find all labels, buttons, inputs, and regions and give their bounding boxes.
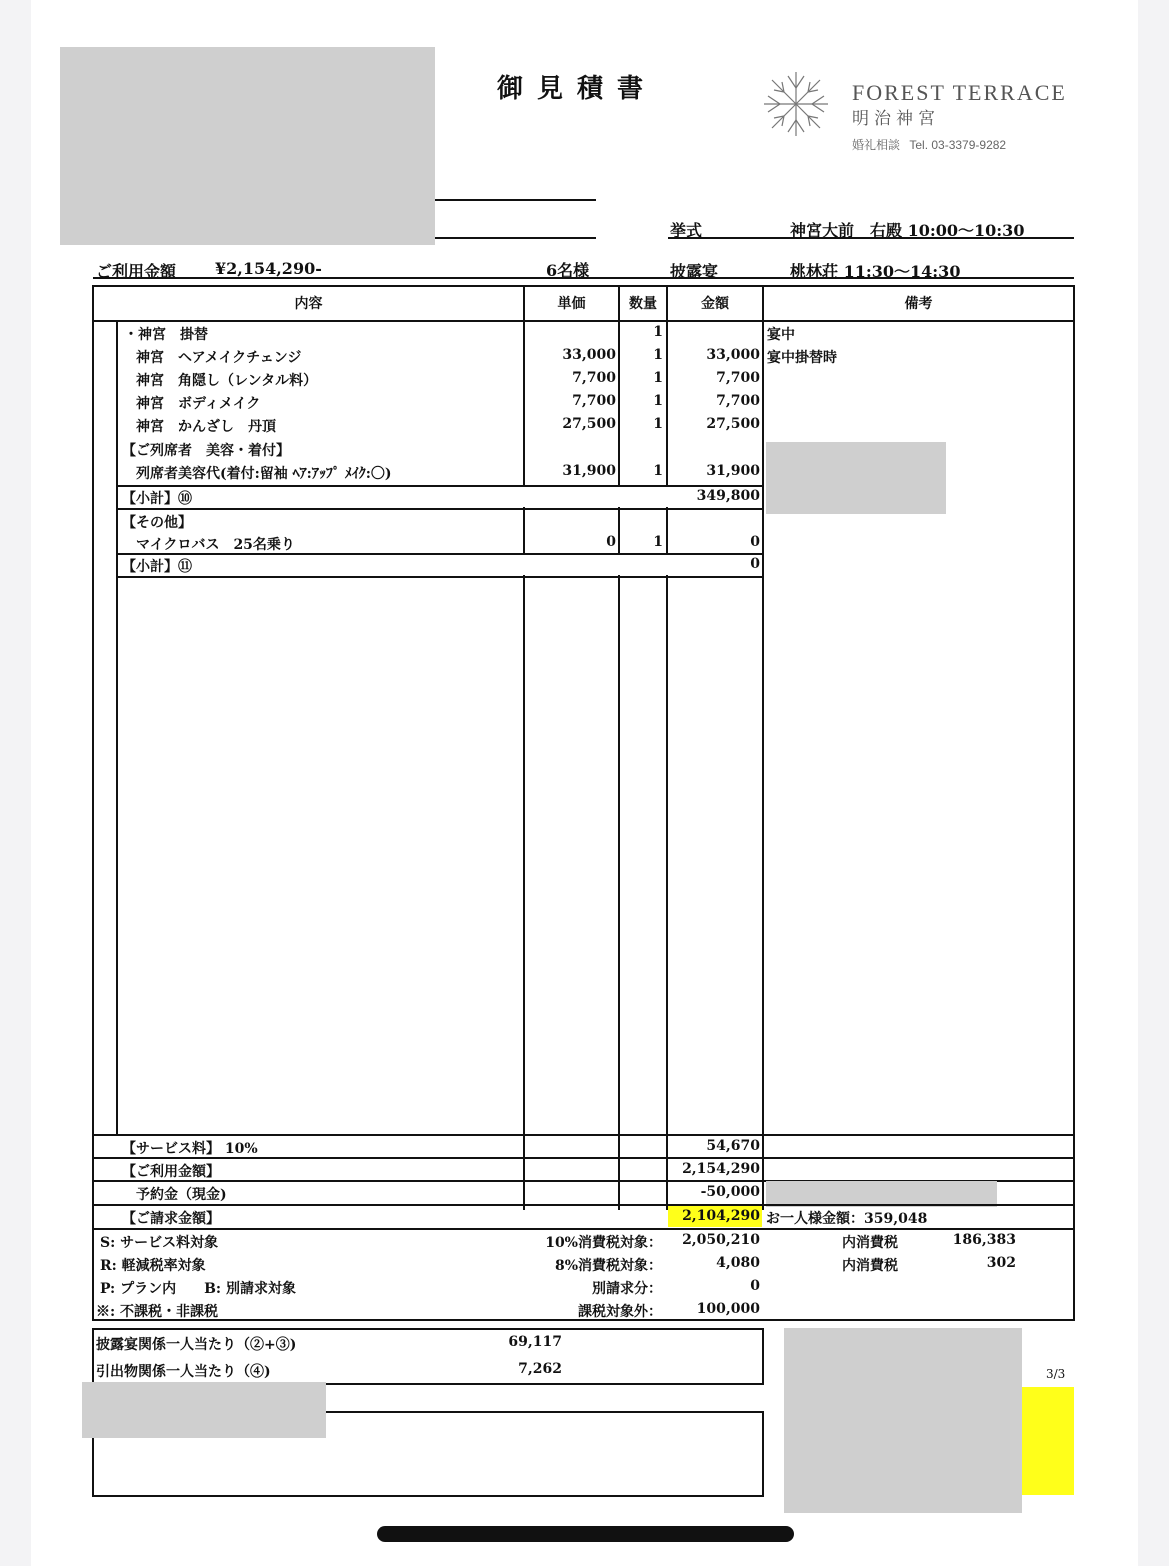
subtotal10-amount: 349,800 [696,488,760,504]
redacted-block [60,47,435,245]
field-line [435,237,596,239]
tax-legend: S: サービス料対象 [100,1235,219,1251]
item-amount: 27,500 [706,416,760,432]
item-unit-price: 33,000 [562,347,616,363]
item-content: ・神宮 掛替 [124,327,208,343]
item-unit-price: 7,700 [572,370,616,386]
tax-legend: ※: 不課税・非課税 [96,1304,219,1320]
subtotal-band [118,487,762,507]
item-unit-price: 7,700 [572,393,616,409]
inner-tax-label: 内消費税 [842,1235,898,1251]
header-unit-price: 単価 [557,296,586,312]
tax-value: 100,000 [696,1301,760,1317]
inner-tax-value: 186,383 [952,1232,1016,1248]
item-content: 神宮 かんざし 丹頂 [136,419,276,435]
document-title: 御見積書 [497,74,658,104]
header-remarks: 備考 [904,296,933,312]
gift-per-person-value: 7,262 [518,1361,562,1377]
tax-legend: P: プラン内 B: 別請求対象 [100,1281,296,1297]
item-qty: 1 [653,393,663,409]
tax-value: 0 [750,1278,760,1294]
tax-label: 8%消費税対象： [554,1258,662,1274]
item-content: 神宮 ヘアメイクチェンジ [136,350,302,366]
row-line [92,1228,1075,1230]
row-line [116,576,763,578]
item-content: 神宮 角隠し（レンタル料） [136,373,318,389]
brand-tel-label: 婚礼相談 [852,138,901,152]
billing-amount: 2,104,290 [682,1208,760,1224]
header-divider [92,320,1075,322]
row-line [92,1157,1075,1159]
tax-label: 課税対象外： [578,1304,662,1320]
inner-tax-label: 内消費税 [842,1258,898,1274]
item-qty: 1 [653,324,663,340]
brand-tel-number: Tel. 03-3379-9282 [909,138,1007,152]
subtotal-band [118,555,762,575]
tax-value: 2,050,210 [682,1232,760,1248]
row-line [116,508,763,510]
reception-per-person-label: 披露宴関係一人当たり（②+③) [96,1337,297,1353]
item-amount: 31,900 [706,463,760,479]
item-amount: 7,700 [716,370,760,386]
service-label: 【サービス料】 10% [122,1141,258,1157]
header-content: 内容 [294,296,323,312]
other-heading: 【その他】 [122,515,192,531]
redacted-block [766,442,946,514]
ceremony-value: 神宮大前 右殿 10:00〜10:30 [790,221,1025,240]
deposit-amount: -50,000 [700,1184,760,1200]
item-amount: 7,700 [716,393,760,409]
brand-tel [852,136,1006,153]
field-line [435,199,596,201]
highlight-block [1022,1387,1074,1495]
usage-total-label: 【ご利用金額】 [122,1164,220,1180]
item-qty: 1 [653,370,663,386]
usage-amount-label: ご利用金額 [96,262,177,281]
bus-unit-price: 0 [606,534,616,550]
bus-content: マイクロバス 25名乗り [136,537,295,553]
billing-label: 【ご請求金額】 [122,1211,220,1227]
bus-qty: 1 [653,534,663,550]
item-qty: 1 [653,463,663,479]
page-number: 3/3 [1046,1367,1066,1381]
deposit-label: 予約金（現金) [136,1187,227,1203]
tree-logo-icon [760,68,832,140]
redacted-block [82,1382,326,1438]
inner-tax-value: 302 [986,1255,1016,1271]
subtotal11-label: 【小計】⑪ [122,559,192,575]
row-line [92,1134,1075,1136]
indent-line [116,320,118,1135]
redacted-block [784,1328,1022,1513]
item-unit-price: 27,500 [562,416,616,432]
section-heading: 【ご列席者 美容・着付】 [122,443,290,459]
item-qty: 1 [653,347,663,363]
reception-label: 披露宴 [670,262,719,281]
tax-label: 10%消費税対象： [545,1235,662,1251]
usage-total-amount: 2,154,290 [682,1161,760,1177]
row-line [92,1204,1075,1206]
item-amount: 33,000 [706,347,760,363]
subtotal10-label: 【小計】⑩ [122,491,192,507]
item-remarks: 宴中掛替時 [767,350,837,366]
item-remarks: 宴中 [767,327,795,343]
tax-label: 別請求分： [592,1281,662,1297]
per-person-amount: お一人様金額：359,048 [766,1211,928,1227]
ceremony-label: 挙式 [670,221,703,240]
item-content: 神宮 ボディメイク [136,396,261,412]
usage-amount-value: ¥2,154,290- [215,259,322,278]
service-amount: 54,670 [706,1138,760,1154]
header-qty: 数量 [629,296,657,312]
guest-count: 6名様 [546,261,590,280]
reception-value: 桃林荘 11:30〜14:30 [790,262,961,281]
item-unit-price: 31,900 [562,463,616,479]
tax-legend: R: 軽減税率対象 [100,1258,206,1274]
brand-sub: 明治神宮 [852,109,940,129]
tax-value: 4,080 [716,1255,760,1271]
item-qty: 1 [653,416,663,432]
item-content: 列席者美容代(着付:留袖 ﾍｱ:ｱｯﾌﾟ ﾒｲｸ:〇) [136,466,392,482]
gift-per-person-label: 引出物関係一人当たり（④) [96,1364,271,1380]
header-amount: 金額 [701,296,729,312]
bus-amount: 0 [750,534,760,550]
subtotal11-amount: 0 [750,556,760,572]
brand-name: FOREST TERRACE [852,80,1067,105]
column-line [762,285,764,1210]
home-indicator[interactable] [377,1526,794,1542]
reception-per-person-value: 69,117 [508,1334,562,1350]
